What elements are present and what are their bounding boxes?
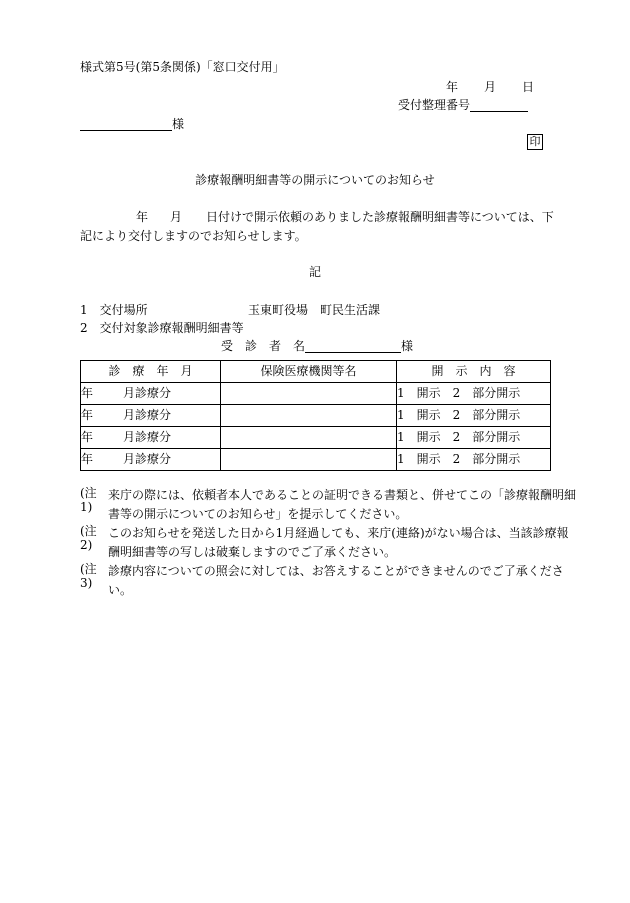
- item-target-documents: 2 交付対象診療報酬明細書等: [80, 321, 244, 335]
- header-treatment-month: 診 療 年 月: [81, 361, 221, 383]
- form-code: 様式第5号(第5条関係)「窓口交付用」: [80, 60, 285, 74]
- note-1-text: 来庁の際には、依頼者本人であることの証明できる書類と、併せてこの「診療報酬明細書等の開示についてのお知らせ」を提示してください。: [108, 488, 577, 521]
- table-row: [81, 427, 551, 449]
- date-line: [446, 80, 534, 94]
- body-month: 月: [170, 210, 183, 224]
- item1-label: 1 交付場所: [80, 303, 148, 317]
- reception-number-blank: [470, 99, 528, 112]
- patient-name-blank: [305, 340, 401, 353]
- row-year: 年: [81, 408, 94, 423]
- item-delivery-place: [80, 303, 380, 317]
- body-year: 年: [136, 210, 149, 224]
- disclosure-table: [80, 360, 551, 471]
- recipient-suffix: 様: [172, 117, 185, 131]
- body-text-1: 日付けで開示依頼のありました診療報酬明細書等については、下: [206, 210, 554, 224]
- row-month: 月診療分: [123, 430, 172, 445]
- table-row: [81, 449, 551, 471]
- document-title: 診療報酬明細書等の開示についてのお知らせ: [195, 173, 435, 187]
- body-text-line-2: 記により交付しますのでお知らせします。: [80, 229, 307, 243]
- note-1-tag: (注1): [80, 486, 97, 515]
- cell-institution: [221, 405, 397, 427]
- date-year: 年: [446, 80, 459, 94]
- note-3-tag: (注3): [80, 562, 97, 591]
- cell-disclosure: 1 開示 2 部分開示: [397, 383, 551, 405]
- reception-label: 受付整理番号: [398, 98, 471, 112]
- table-row: [81, 405, 551, 427]
- cell-institution: [221, 427, 397, 449]
- header-institution: 保険医療機関等名: [221, 361, 397, 383]
- ki-heading: 記: [308, 265, 321, 279]
- recipient-name-blank: [80, 118, 172, 131]
- row-month: 月診療分: [123, 386, 172, 401]
- date-day: 日: [522, 80, 535, 94]
- note-2-tag: (注2): [80, 524, 97, 553]
- cell-treatment-month: [81, 405, 221, 427]
- body-text-line-1: [80, 210, 554, 224]
- row-year: 年: [81, 430, 94, 445]
- row-year: 年: [81, 386, 94, 401]
- patient-name-line: [221, 339, 413, 353]
- note-2-text: このお知らせを発送した日から1月経過しても、来庁(連絡)がない場合は、当該診療報酬明細書等の写しは破棄しますのでご了承ください。: [108, 526, 569, 559]
- cell-treatment-month: [81, 449, 221, 471]
- cell-disclosure: 1 開示 2 部分開示: [397, 405, 551, 427]
- cell-disclosure: 1 開示 2 部分開示: [397, 427, 551, 449]
- patient-label: 受 診 者 名: [221, 339, 306, 353]
- seal-stamp: 印: [527, 134, 543, 150]
- row-year: 年: [81, 452, 94, 467]
- recipient-line: [80, 117, 184, 131]
- cell-institution: [221, 449, 397, 471]
- note-3-text: 診療内容についての照会に対しては、お答えすることができませんのでご了承ください。: [108, 564, 564, 597]
- row-month: 月診療分: [123, 452, 172, 467]
- reception-number: [398, 98, 528, 112]
- cell-institution: [221, 383, 397, 405]
- header-disclosure: 開 示 内 容: [397, 361, 551, 383]
- table-row: [81, 383, 551, 405]
- table-header-row: [81, 361, 551, 383]
- cell-disclosure: 1 開示 2 部分開示: [397, 449, 551, 471]
- patient-suffix: 様: [401, 339, 414, 353]
- date-month: 月: [484, 80, 497, 94]
- row-month: 月診療分: [123, 408, 172, 423]
- item1-value: 玉東町役場 町民生活課: [248, 303, 381, 317]
- cell-treatment-month: [81, 427, 221, 449]
- cell-treatment-month: [81, 383, 221, 405]
